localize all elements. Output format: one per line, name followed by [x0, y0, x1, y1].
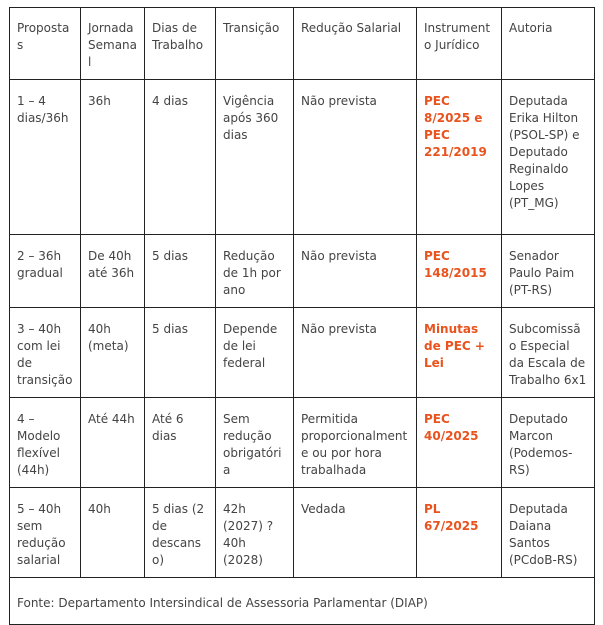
- cell-autoria: Subcomissão Especial da Escala de Trabalho 6x1: [502, 308, 595, 398]
- proposals-table-container: [9, 7, 594, 625]
- cell-instrumento: PL 67/2025: [417, 488, 502, 578]
- table-row: [10, 308, 595, 398]
- cell-instrumento: PEC 40/2025: [417, 398, 502, 488]
- header-transicao: Transição: [216, 8, 294, 80]
- cell-autoria: Deputada Daiana Santos (PCdoB-RS): [502, 488, 595, 578]
- header-autoria: Autoria: [502, 8, 595, 80]
- cell-dias: Até 6 dias: [145, 398, 216, 488]
- source-row: [10, 578, 595, 625]
- cell-instrumento: PEC 8/2025 e PEC 221/2019: [417, 80, 502, 235]
- cell-reducao: Não prevista: [294, 308, 417, 398]
- cell-jornada: 36h: [81, 80, 145, 235]
- cell-autoria: Deputada Erika Hilton (PSOL-SP) e Deputado Reginaldo Lopes (PT_MG): [502, 80, 595, 235]
- cell-instrumento: PEC 148/2015: [417, 235, 502, 308]
- cell-dias: 5 dias: [145, 308, 216, 398]
- cell-reducao: Permitida proporcionalmente ou por hora trabalhada: [294, 398, 417, 488]
- proposals-table: [9, 7, 595, 625]
- cell-reducao: Vedada: [294, 488, 417, 578]
- cell-proposta: 2 – 36h gradual: [10, 235, 81, 308]
- cell-transicao: Vigência após 360 dias: [216, 80, 294, 235]
- source-note: Fonte: Departamento Intersindical de Assessoria Parlamentar (DIAP): [10, 578, 595, 625]
- table-row: [10, 80, 595, 235]
- cell-jornada: 40h: [81, 488, 145, 578]
- cell-dias: 5 dias: [145, 235, 216, 308]
- cell-dias: 5 dias (2 de descanso): [145, 488, 216, 578]
- cell-proposta: 3 – 40h com lei de transição: [10, 308, 81, 398]
- cell-transicao: Depende de lei federal: [216, 308, 294, 398]
- cell-jornada: Até 44h: [81, 398, 145, 488]
- cell-transicao: Sem redução obrigatória: [216, 398, 294, 488]
- cell-instrumento: Minutas de PEC + Lei: [417, 308, 502, 398]
- table-row: [10, 398, 595, 488]
- header-propostas: Propostas: [10, 8, 81, 80]
- cell-transicao: 42h (2027) ? 40h (2028): [216, 488, 294, 578]
- cell-autoria: Senador Paulo Paim (PT-RS): [502, 235, 595, 308]
- cell-proposta: 5 – 40h sem redução salarial: [10, 488, 81, 578]
- cell-proposta: 4 – Modelo flexível (44h): [10, 398, 81, 488]
- cell-reducao: Não prevista: [294, 235, 417, 308]
- cell-transicao: Redução de 1h por ano: [216, 235, 294, 308]
- header-jornada-semanal: Jornada Semanal: [81, 8, 145, 80]
- cell-jornada: De 40h até 36h: [81, 235, 145, 308]
- table-row: [10, 235, 595, 308]
- cell-autoria: Deputado Marcon (Podemos-RS): [502, 398, 595, 488]
- header-instrumento-juridico: Instrumento Jurídico: [417, 8, 502, 80]
- header-reducao-salarial: Redução Salarial: [294, 8, 417, 80]
- cell-dias: 4 dias: [145, 80, 216, 235]
- table-header-row: [10, 8, 595, 80]
- cell-proposta: 1 – 4 dias/36h: [10, 80, 81, 235]
- cell-jornada: 40h (meta): [81, 308, 145, 398]
- cell-reducao: Não prevista: [294, 80, 417, 235]
- header-dias-de-trabalho: Dias de Trabalho: [145, 8, 216, 80]
- table-row: [10, 488, 595, 578]
